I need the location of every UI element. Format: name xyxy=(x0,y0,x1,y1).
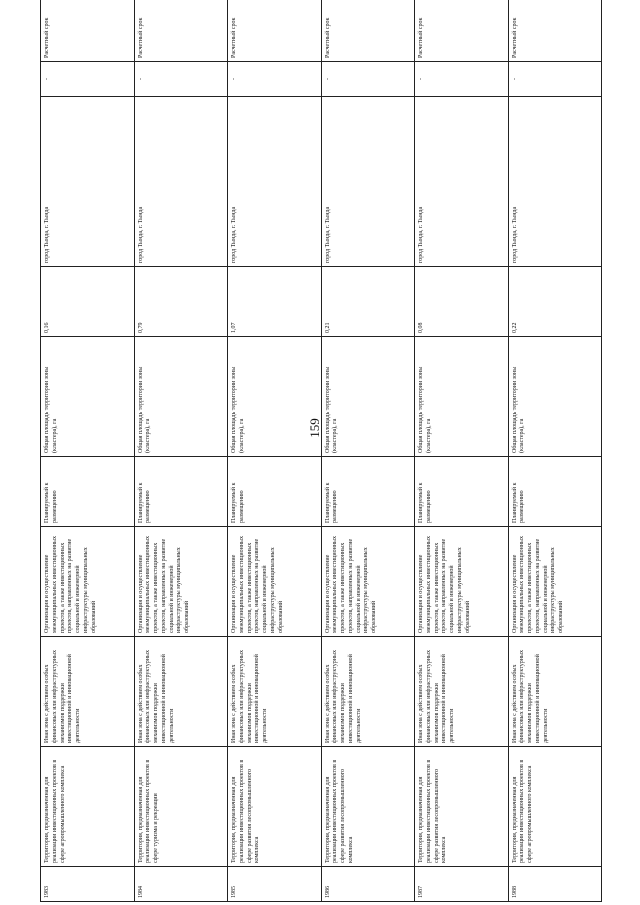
zone-status: Планируемый к размещению xyxy=(228,457,322,527)
table-row xyxy=(228,0,322,902)
zone-type: Иная зона с действием особых финансовых или инфраструктурных механизмов поддержки инвестиционной и инновационной деятельности xyxy=(321,637,415,747)
zone-dash: - xyxy=(415,62,509,97)
zone-metric: Общая площадь территории зоны (кластера), га xyxy=(321,337,415,457)
zone-dash: - xyxy=(508,62,602,97)
zone-name: Территория, предназначенная для реализации инвестиционных проектов в сфере агропромышленного комплекса xyxy=(41,747,135,867)
zone-purpose: Организация и осуществление межмуниципальных инвестиционных проектов, а также инвестиционных проектов, направленных на развитие социальной и инженерной инфраструктуры муниципальных образований xyxy=(228,527,322,637)
zone-status: Планируемый к размещению xyxy=(321,457,415,527)
zone-term: Расчетный срок xyxy=(508,0,602,62)
zone-type: Иная зона с действием особых финансовых или инфраструктурных механизмов поддержки инвестиционной и инновационной деятельности xyxy=(41,637,135,747)
row-number: 1987 xyxy=(415,867,509,902)
zone-location: город Тында, г. Тында xyxy=(415,97,509,267)
row-number: 1984 xyxy=(134,867,228,902)
table-row xyxy=(508,0,602,902)
page-number: 159 xyxy=(306,418,322,438)
zone-term: Расчетный срок xyxy=(321,0,415,62)
table-row xyxy=(134,0,228,902)
zone-name: Территория, предназначенная для реализации инвестиционных проектов в сфере агропромышленного комплекса xyxy=(508,747,602,867)
table-row xyxy=(321,0,415,902)
zone-metric: Общая площадь территории зоны (кластера), га xyxy=(415,337,509,457)
zone-metric: Общая площадь территории зоны (кластера), га xyxy=(228,337,322,457)
zone-value: 0,08 xyxy=(415,267,509,337)
zone-name: Территория, предназначенная для реализации инвестиционных проектов в сфере развития лесопромышленного комплекса xyxy=(228,747,322,867)
zone-dash: - xyxy=(41,62,135,97)
zone-value: 0,21 xyxy=(321,267,415,337)
zone-dash: - xyxy=(321,62,415,97)
table-row xyxy=(41,0,135,902)
zone-location: город Тында, г. Тында xyxy=(508,97,602,267)
row-number: 1983 xyxy=(41,867,135,902)
zone-location: город Тында, г. Тында xyxy=(134,97,228,267)
table-row xyxy=(415,0,509,902)
zone-status: Планируемый к размещению xyxy=(415,457,509,527)
zone-type: Иная зона с действием особых финансовых или инфраструктурных механизмов поддержки инвестиционной и инновационной деятельности xyxy=(134,637,228,747)
zone-purpose: Организация и осуществление межмуниципальных инвестиционных проектов, а также инвестиционных проектов, направленных на развитие социальной и инженерной инфраструктуры муниципальных образований xyxy=(415,527,509,637)
zones-table xyxy=(40,0,602,902)
row-number: 1988 xyxy=(508,867,602,902)
zone-value: 0,22 xyxy=(508,267,602,337)
zone-dash: - xyxy=(228,62,322,97)
zone-term: Расчетный срок xyxy=(134,0,228,62)
zone-status: Планируемый к размещению xyxy=(41,457,135,527)
zone-dash: - xyxy=(134,62,228,97)
zone-metric: Общая площадь территории зоны (кластера), га xyxy=(134,337,228,457)
zone-name: Территория, предназначенная для реализации инвестиционных проектов в сфере развития лесопромышленного комплекса xyxy=(415,747,509,867)
zone-name: Территория, предназначенная для реализации инвестиционных проектов в сфере развития лесопромышленного комплекса xyxy=(321,747,415,867)
zone-type: Иная зона с действием особых финансовых или инфраструктурных механизмов поддержки инвестиционной и инновационной деятельности xyxy=(228,637,322,747)
zone-name: Территория, предназначенная для реализации инвестиционных проектов в сфере туризма и рекреации xyxy=(134,747,228,867)
zone-location: город Тында, г. Тында xyxy=(321,97,415,267)
zone-status: Планируемый к размещению xyxy=(508,457,602,527)
zone-value: 0,16 xyxy=(41,267,135,337)
zone-purpose: Организация и осуществление межмуниципальных инвестиционных проектов, а также инвестиционных проектов, направленных на развитие социальной и инженерной инфраструктуры муниципальных образований xyxy=(134,527,228,637)
zone-status: Планируемый к размещению xyxy=(134,457,228,527)
zone-metric: Общая площадь территории зоны (кластера), га xyxy=(41,337,135,457)
zone-location: город Тында, г. Тында xyxy=(228,97,322,267)
zone-purpose: Организация и осуществление межмуниципальных инвестиционных проектов, а также инвестиционных проектов, направленных на развитие социальной и инженерной инфраструктуры муниципальных образований xyxy=(321,527,415,637)
zone-term: Расчетный срок xyxy=(41,0,135,62)
row-number: 1985 xyxy=(228,867,322,902)
zone-location: город Тында, г. Тында xyxy=(41,97,135,267)
zone-value: 0,79 xyxy=(134,267,228,337)
zone-term: Расчетный срок xyxy=(228,0,322,62)
zone-type: Иная зона с действием особых финансовых или инфраструктурных механизмов поддержки инвестиционной и инновационной деятельности xyxy=(415,637,509,747)
row-number: 1986 xyxy=(321,867,415,902)
zone-purpose: Организация и осуществление межмуниципальных инвестиционных проектов, а также инвестиционных проектов, направленных на развитие социальной и инженерной инфраструктуры муниципальных образований xyxy=(41,527,135,637)
zone-value: 1,07 xyxy=(228,267,322,337)
zone-type: Иная зона с действием особых финансовых или инфраструктурных механизмов поддержки инвестиционной и инновационной деятельности xyxy=(508,637,602,747)
zone-purpose: Организация и осуществление межмуниципальных инвестиционных проектов, а также инвестиционных проектов, направленных на развитие социальной и инженерной инфраструктуры муниципальных образований xyxy=(508,527,602,637)
zone-term: Расчетный срок xyxy=(415,0,509,62)
zone-metric: Общая площадь территории зоны (кластера), га xyxy=(508,337,602,457)
